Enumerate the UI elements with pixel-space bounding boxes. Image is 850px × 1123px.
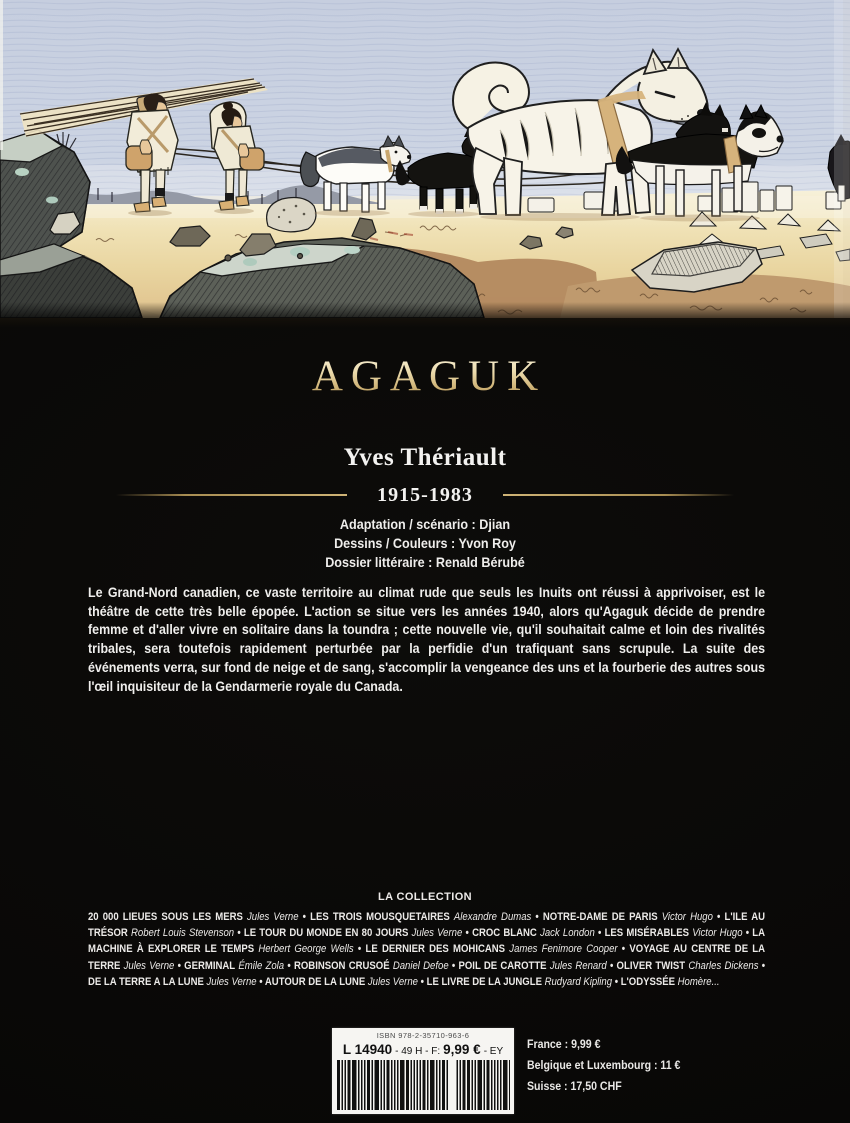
gold-rule-left	[116, 494, 347, 496]
back-cover-text-panel	[0, 318, 850, 1123]
price-suisse: Suisse : 17,50 CHF	[527, 1081, 622, 1093]
book-title: AGAGUK	[0, 354, 850, 400]
collection-list: 20 000 LIEUES SOUS LES MERS Jules Verne • LES TROIS MOUSQUETAIRES Alexandre Dumas • NOTRE-DAME DE PARIS Victor Hugo • L'ILE AU TRÉSOR Robert Louis Stevenson • LE TOUR DU MONDE EN 80 JOURS Jules Verne • CROC BLANC Jack London • LES MISÉRABLES Victor Hugo • LA MACHINE À EXPLORER LE TEMPS Herbert George Wells • LE DERNIER DES MOHICANS James Fenimore Cooper • VOYAGE AU CENTRE DE LA TERRE Jules Verne • GERMINAL Émile Zola • ROBINSON CRUSOÉ Daniel Defoe • POIL DE CAROTTE Jules Renard • OLIVER TWIST Charles Dickens • DE LA TERRE A LA LUNE Jules Verne • AUTOUR DE LA LUNE Jules Verne • LE LIVRE DE LA JUNGLE Rudyard Kipling • L'ODYSSÉE Homère...	[88, 911, 766, 988]
fold-shadow	[0, 302, 850, 318]
author-years: 1915-1983	[377, 483, 473, 506]
code-price: 9,99 €	[443, 1042, 481, 1057]
isbn-text: ISBN 978-2-35710-963-6	[376, 1031, 470, 1040]
page-edge-highlight	[834, 0, 843, 318]
collection-heading: LA COLLECTION	[377, 891, 472, 903]
price-list	[527, 1035, 680, 1098]
credit-line: Dessins / Couleurs : Yvon Roy	[334, 535, 516, 551]
code-ref: L 14940	[342, 1042, 393, 1057]
synopsis-text: Le Grand-Nord canadien, ce vaste territoire au climat rude que seuls les Inuits ont réussi à apprivoiser, est le théâtre de cette très belle épopée. L'action se situe vers les années 1940, alors qu'Agaguk décide de prendre femme et d'aller vivre en solitaire dans la toundra ; cette nouvelle vie, qu'il souhaitait calme et loin des rivalités tribales, sera toutefois rapidement perturbée par la perfidie d'un trafiquant sans scrupule. La suite des événements verra, sur fond de neige et de sang, s'accomplir la vengeance des uns et la fourberie des autres sous l'œil inquisiteur de la Gendarmerie royale du Canada.	[88, 585, 766, 695]
author-name: Yves Thériault	[343, 444, 507, 471]
code-suffix: - EY	[483, 1046, 504, 1057]
credit-line: Adaptation / scénario : Djian	[339, 516, 511, 532]
price-france: France : 9,99 €	[527, 1039, 601, 1051]
credits-block	[43, 515, 808, 572]
barcode-box	[332, 1028, 514, 1114]
price-belgique: Belgique et Luxembourg : 11 €	[527, 1060, 681, 1072]
years-divider	[0, 480, 850, 510]
barcode	[336, 1060, 510, 1110]
price-code-line	[332, 1042, 514, 1057]
gold-rule-right	[503, 494, 734, 496]
code-mid: - 49 H - F:	[395, 1046, 441, 1057]
back-cover-illustration	[0, 0, 850, 318]
page-edge	[843, 0, 850, 318]
credit-line: Dossier littéraire : Renald Bérubé	[325, 554, 525, 570]
scan-edge-sliver	[0, 0, 3, 150]
